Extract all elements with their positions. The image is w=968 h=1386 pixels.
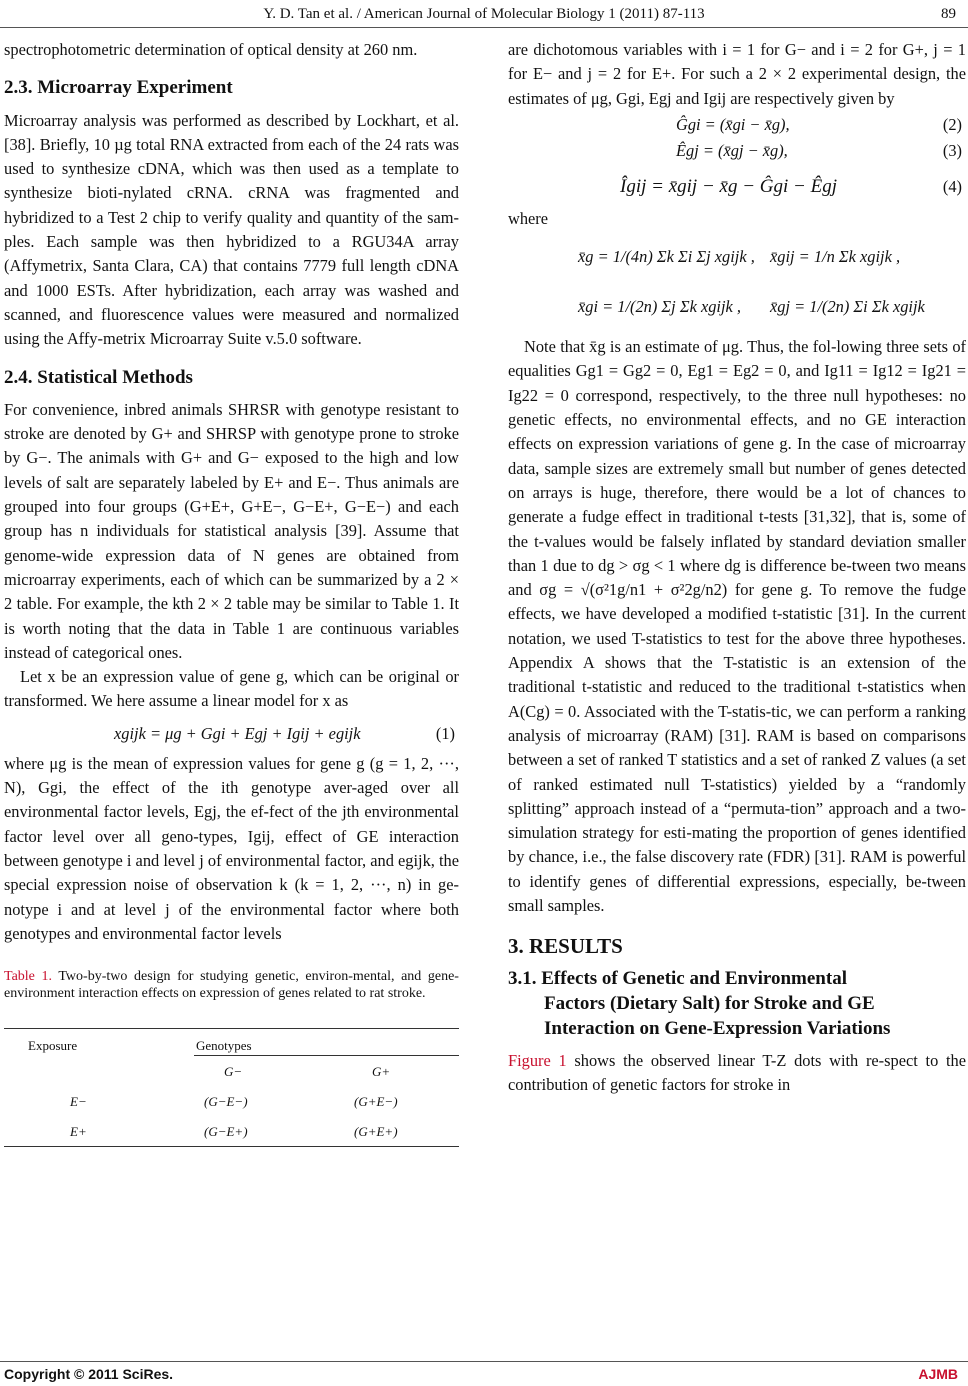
section-heading-results: 3. RESULTS [508,934,623,959]
footer-rule [0,1361,968,1362]
page-number: 89 [941,6,956,22]
statistical-paragraph-1: For convenience, inbred animals SHRSR with genotype resistant to stroke are denoted by G+ and SHRSP with genotype prone to stroke by G−. The animals with G+ and G− exposed to the high and low levels of salt are separately labeled by E+ and E−. Thus animals are grouped into four groups (G+E+, G+E−, G−E+, G−E−) and each group has n individuals for statistical analysis [39]. Assume that genome-wide expression data of N genes are obtained from microarray experiments, each of which can be summarized by a 2 × 2 table. For example, the kth 2 × 2 table may be similar to Table 1. It is worth noting that the data in Table 1 are continuous variables instead of categorical ones. [4,399,459,662]
table-header-genotypes: Genotypes [196,1038,252,1054]
header-rule [0,27,968,28]
equation-3 [508,139,966,167]
section-heading-statistical: 2.4. Statistical Methods [4,366,193,388]
equation-2 [508,111,966,139]
right-paragraph-1: are dichotomous variables with i = 1 for G− and i = 2 for G+, j = 1 for E− and j = 2 for E+. For such a 2 × 2 experimental design, the estimates of μg, Ggi, Egj and Igij are respectively given by [508,40,966,108]
table-row [4,1114,459,1146]
table-cell: (G+E+) [354,1124,398,1140]
equation-4-body: Îgij = x̄gij − x̄g − Ĝgi − Êgj [620,175,837,197]
table-1-label: Table 1. [4,969,52,985]
subsection-heading-line-2: Factors (Dietary Salt) for Stroke and GE [544,992,875,1014]
equation-3-body: Êgj = (x̄gj − x̄g), [676,140,788,160]
table-g-plus: G+ [372,1064,391,1080]
table-header-row [4,1029,459,1055]
table-cell: (G−E−) [204,1094,248,1110]
equation-2-body: Ĝgi = (x̄gi − x̄g), [676,114,790,134]
equation-1-number: (1) [435,723,455,743]
right-paragraph-2: Note that x̄g is an estimate of μg. Thus, the fol-lowing three sets of equalities Gg1 = Gg2 = 0, Eg1 = Eg2 = 0, and Ig11 = Ig12 = Ig21 = Ig22 = 0 correspond, respectively, to the three null hypotheses: no genetic effects, no environmental effects, and no GE interaction effects on expression variations of gene g. In the case of microarray data, sample sizes are extremely small but number of genes detected on arrays is huge, therefore, there would be a lot of chances to generate a fudge effect in traditional t-tests [31,32], that is, some of the t-values would be falsely inflated by standard deviation smaller than 1 due to dg > σg < 1 where dg is difference be-tween two means and σg = √(σ²1g/n1 + σ²2g/n2) for gene g. To remove the fudge effects, we have developed a modified t-statistic [31]. In the current notation, we used T-statistics to test for the above three hypotheses. Appendix A shows that the T-statistic is an extension of the traditional t-statistic and reduced to the traditional t-statistics when A(Cg) = 0. Associated with the T-statis-tic, we can perform a ranking analysis of microarray (RAM) [31]. RAM is based on comparisons between a set of ranked T statistics and a set of ranked Z values (a set of ranked estimated null T-statistics) yielded by a “randomly splitting” approach instead of a “permuta-tion” approach and a two-simulation strategy for esti-mating the proportion of genes identified by chance, i.e., the false discovery rate (FDR) [31]. RAM is powerful to identify genes of differential expressions, especially, be-tween small samples. [508,337,966,916]
subsection-heading-line-1: 3.1. Effects of Genetic and Environmental [508,967,847,989]
microarray-paragraph: Microarray analysis was performed as described by Lockhart, et al. [38]. Briefly, 10 µg total RNA extracted from each of the 24 rats was used to synthesize cDNA, which was then used as a template to synthesize bioti-nylated cRNA. cRNA was fragmented and hybridized to a Test 2 chip to verify quality and quantity of the sam-ples. Each sample was then hybridized to a RGU34A array (Affymetrix, Santa Clara, CA) that contains 7779 full length cDNA and 1000 ESTs. After hybridization, each array was washed and scanned, and fluorescence values were measured and normalized using the Affy-metrix Microarray Suite v.5.0 software. [4,110,459,349]
table-bottom-rule [4,1146,459,1147]
equation-mean-g: x̄g = 1/(4n) Σk Σi Σj xgijk , [578,247,755,267]
table-row [4,1082,459,1114]
right-paragraph-3 [508,1049,966,1098]
left-column [4,38,459,1147]
equation-4 [508,167,966,207]
where-label: where [508,208,549,228]
figure-1-reference[interactable]: Figure 1 [508,1050,567,1070]
subsection-heading-line-3: Interaction on Gene-Expression Variations [544,1017,891,1039]
table-1 [4,1028,459,1147]
journal-abbrev: AJMB [918,1366,958,1382]
equation-means-1 [508,231,966,283]
right-paragraph-3-text: shows the observed linear T-Z dots with re-spect to the contribution of genetic factors for stroke in [508,1050,966,1095]
table-cell-exposure: E+ [70,1124,87,1140]
equation-mean-gi: x̄gi = 1/(2n) Σj Σk xgijk , [578,297,741,317]
equation-mean-gj: x̄gj = 1/(2n) Σi Σk xgijk [770,297,925,317]
equation-4-number: (4) [942,176,962,196]
table-1-caption [4,968,459,1002]
equation-mean-gij: x̄gij = 1/n Σk xgijk , [770,247,901,267]
equation-2-number: (2) [942,114,962,134]
table-header-exposure: Exposure [28,1038,78,1054]
equation-1-body: xgijk = μg + Ggi + Egj + Igij + egijk [114,723,361,743]
section-heading-microarray: 2.3. Microarray Experiment [4,77,233,99]
right-column [508,38,966,1098]
table-cell: (G+E−) [354,1094,398,1110]
equation-1 [4,718,459,752]
equation-means-2 [508,283,966,335]
equation-3-number: (3) [942,140,962,160]
statistical-paragraph-3: where μg is the mean of expression values for gene g (g = 1, 2, ···, N), Ggi, the effect of the ith genotype aver-aged over all environmental factor levels, Egj, the ef-fect of the jth environmental factor level over all geno-types, Igij, effect of GE interaction between genotype i and level j of environmental factor, and egijk, the special expression noise of observation k (k = 1, 2, ···, n) in ge-notype i and at level j of the environmental factor where both genotypes and environmental factor levels [4,753,459,943]
table-cell-exposure: E− [70,1094,87,1110]
table-1-caption-text: Two-by-two design for studying genetic, environ-mental, and gene-environment interaction effects on expression of genes related to rat stroke. [4,969,459,1002]
table-cell: (G−E+) [204,1124,248,1140]
table-genotype-row [4,1056,459,1082]
statistical-paragraph-2: Let x be an expression value of gene g, which can be original or transformed. We here assume a linear model for x as [4,667,459,711]
running-title: Y. D. Tan et al. / American Journal of Molecular Biology 1 (2011) 87-113 [263,6,705,22]
copyright-notice: Copyright © 2011 SciRes. [4,1366,174,1382]
table-g-minus: G− [224,1064,243,1080]
intro-paragraph: spectrophotometric determination of optical density at 260 nm. [4,40,418,59]
